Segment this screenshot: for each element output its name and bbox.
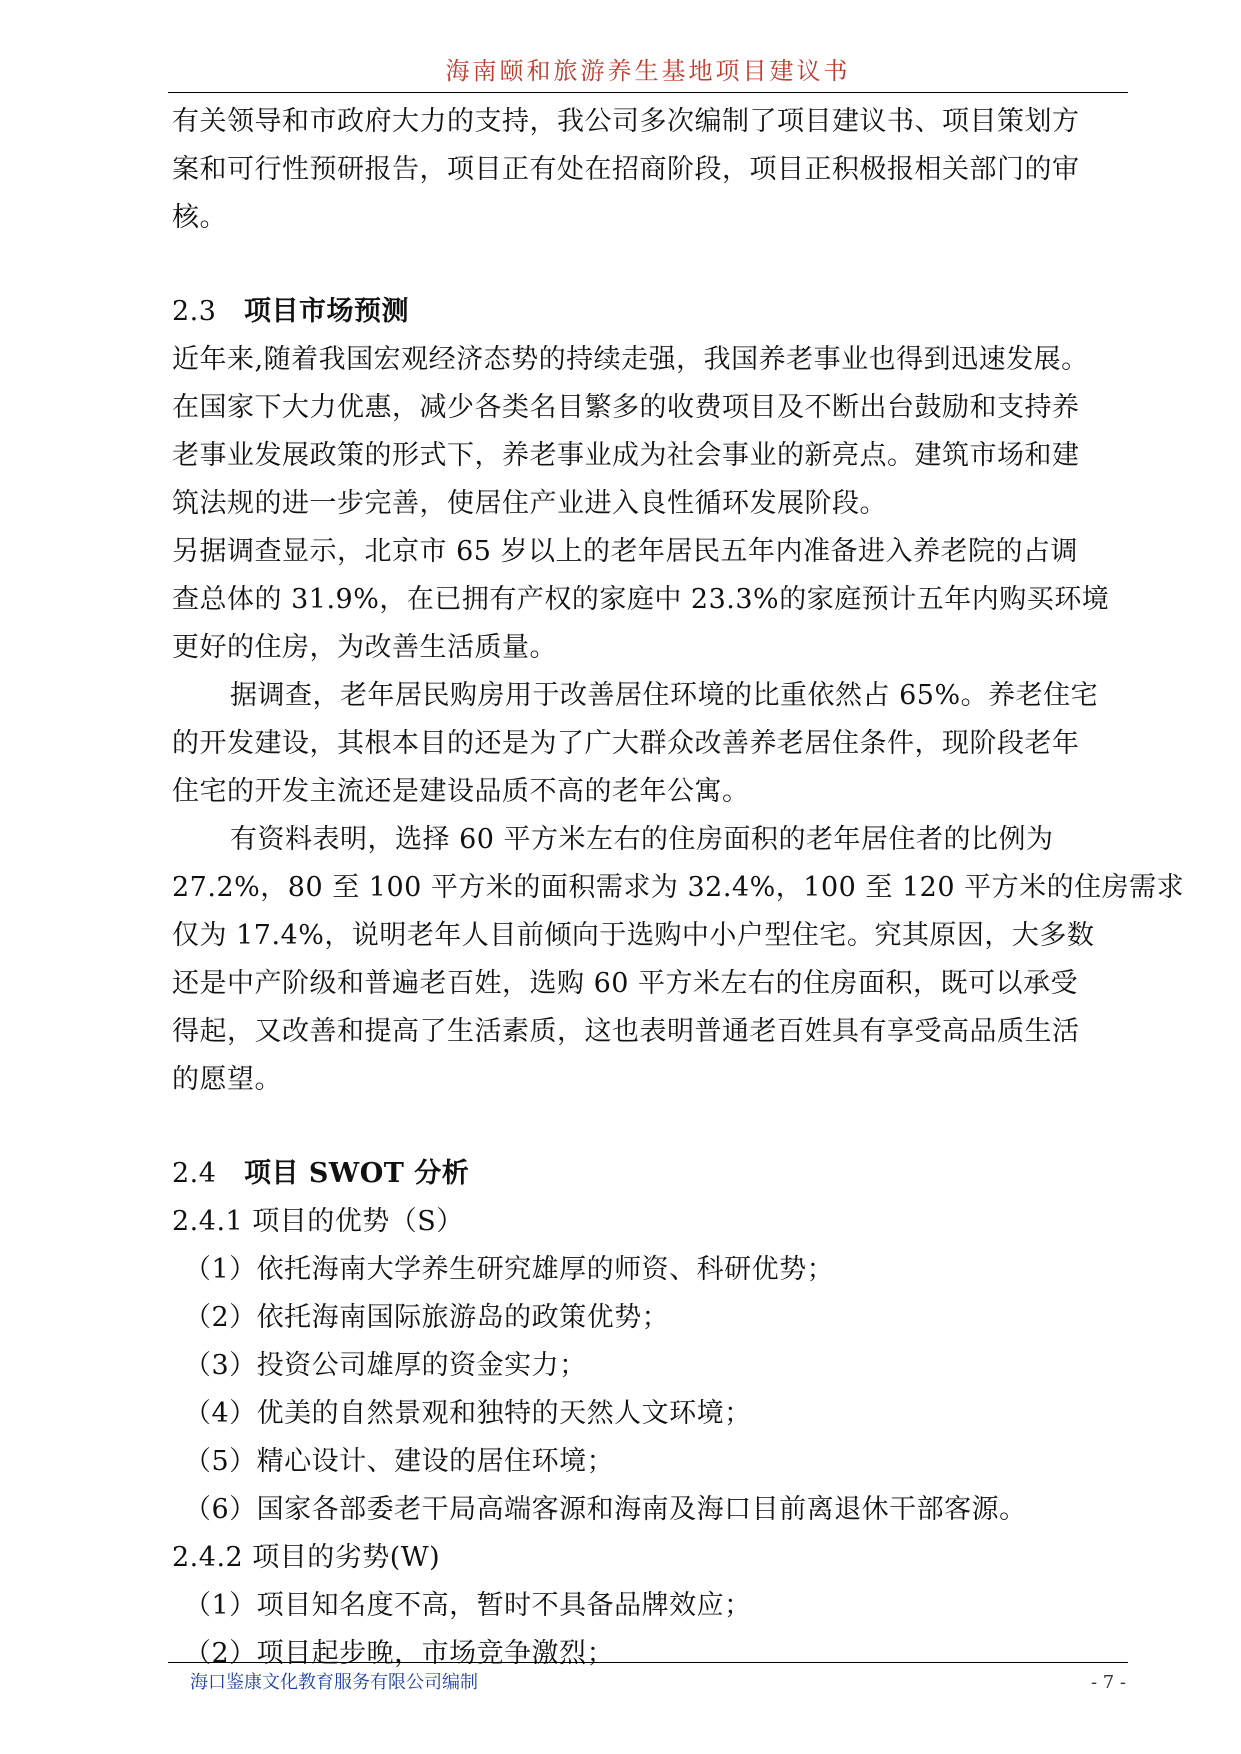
paragraph-line: 有资料表明，选择 60 平方米左右的住房面积的老年居住者的比例为 <box>230 824 1054 855</box>
paragraph-line: 更好的住房，为改善生活质量。 <box>172 632 557 663</box>
section-title: 项目市场预测 <box>244 296 409 327</box>
paragraph-line: 仅为 17.4%，说明老年人目前倾向于选购中小户型住宅。究其原因，大多数 <box>172 920 1095 951</box>
section-heading-2-4 <box>172 1150 1132 1198</box>
page-header-title: 海南颐和旅游养生基地项目建议书 <box>445 57 851 85</box>
intro-line: 有关领导和市政府大力的支持，我公司多次编制了项目建议书、项目策划方 <box>172 106 1080 137</box>
subsection-heading-strengths: 2.4.1 项目的优势（S） <box>172 1206 464 1237</box>
paragraph-line: 查总体的 31.9%，在已拥有产权的家庭中 23.3%的家庭预计五年内购买环境 <box>172 584 1110 615</box>
section-heading-2-3 <box>172 288 1132 336</box>
list-item: （4）优美的自然景观和独特的天然人文环境； <box>184 1398 752 1429</box>
paragraph-line: 得起，又改善和提高了生活素质，这也表明普通老百姓具有享受高品质生活 <box>172 1016 1080 1047</box>
paragraph-line: 的愿望。 <box>172 1064 282 1095</box>
paragraph-line: 还是中产阶级和普遍老百姓，选购 60 平方米左右的住房面积，既可以承受 <box>172 968 1079 999</box>
paragraph-line: 在国家下大力优惠，减少各类名目繁多的收费项目及不断出台鼓励和支持养 <box>172 392 1080 423</box>
header-rule <box>168 92 1128 93</box>
paragraph-line: 筑法规的进一步完善，使居住产业进入良性循环发展阶段。 <box>172 488 887 519</box>
list-item: （1）依托海南大学养生研究雄厚的师资、科研优势； <box>184 1254 835 1285</box>
paragraph-line: 近年来,随着我国宏观经济态势的持续走强，我国养老事业也得到迅速发展。 <box>172 344 1089 375</box>
list-item: （3）投资公司雄厚的资金实力； <box>184 1350 587 1381</box>
intro-line: 核。 <box>172 202 227 233</box>
paragraph-line: 另据调查显示，北京市 65 岁以上的老年居民五年内准备进入养老院的占调 <box>172 536 1079 567</box>
paragraph-line: 的开发建设，其根本目的还是为了广大群众改善养老居住条件，现阶段老年 <box>172 728 1080 759</box>
paragraph-line: 27.2%，80 至 100 平方米的面积需求为 32.4%，100 至 120 平方米的住房需求 <box>172 872 1185 903</box>
footer-rule <box>168 1662 1128 1663</box>
intro-line: 案和可行性预研报告，项目正有处在招商阶段，项目正积极报相关部门的审 <box>172 154 1080 185</box>
subsection-heading-weaknesses: 2.4.2 项目的劣势(W) <box>172 1542 441 1573</box>
footer-publisher: 海口鉴康文化教育服务有限公司编制 <box>190 1672 478 1693</box>
list-item: （1）项目知名度不高，暂时不具备品牌效应； <box>184 1590 752 1621</box>
list-item: （5）精心设计、建设的居住环境； <box>184 1446 615 1477</box>
list-item: （2）项目起步晚，市场竞争激烈； <box>184 1638 615 1669</box>
section-number: 2.3 <box>172 296 217 327</box>
list-item: （6）国家各部委老干局高端客源和海南及海口目前离退休干部客源。 <box>184 1494 1027 1525</box>
paragraph-line: 住宅的开发主流还是建设品质不高的老年公寓。 <box>172 776 750 807</box>
document-body <box>172 98 1185 1678</box>
section-number: 2.4 <box>172 1158 217 1189</box>
paragraph-line: 据调查，老年居民购房用于改善居住环境的比重依然占 65%。养老住宅 <box>230 680 1099 711</box>
page-number: - 7 - <box>1090 1672 1126 1693</box>
section-title: 项目 SWOT 分析 <box>244 1158 470 1189</box>
list-item: （2）依托海南国际旅游岛的政策优势； <box>184 1302 670 1333</box>
paragraph-line: 老事业发展政策的形式下，养老事业成为社会事业的新亮点。建筑市场和建 <box>172 440 1080 471</box>
